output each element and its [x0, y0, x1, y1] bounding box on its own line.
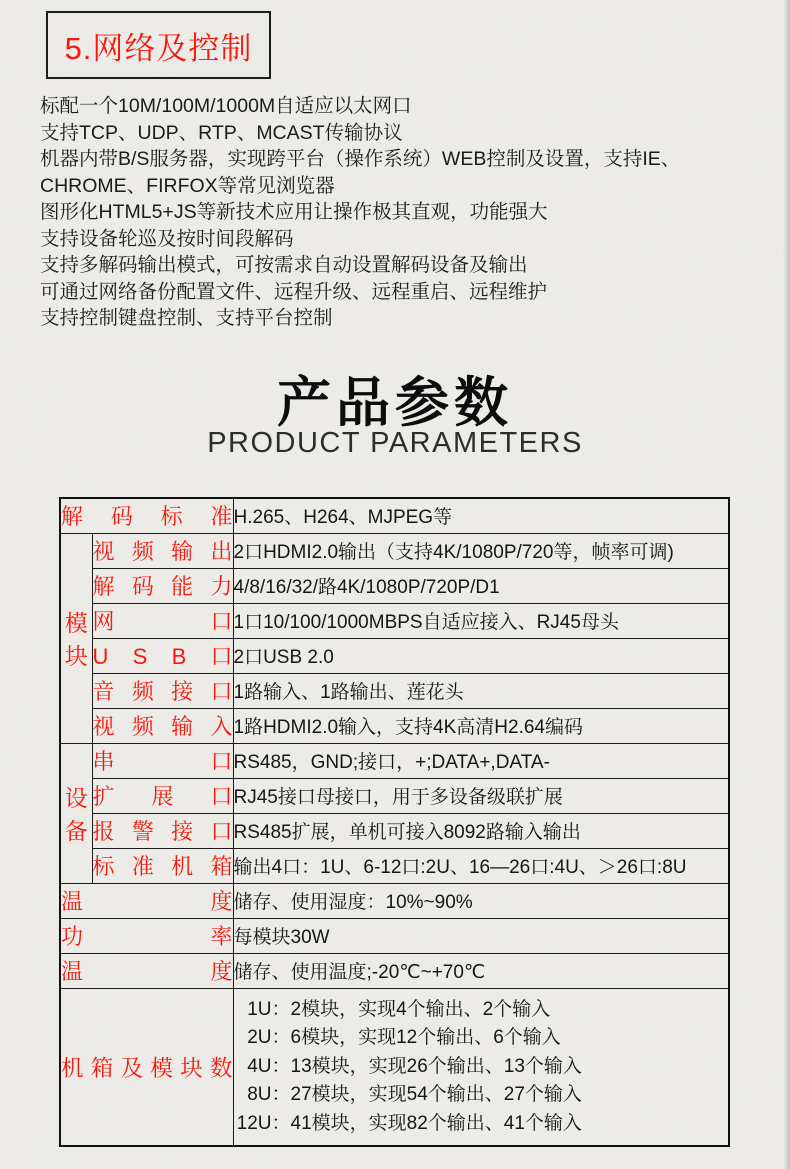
spec-label: 视频输出: [92, 533, 233, 568]
spec-label: 解码能力: [92, 568, 233, 603]
spec-value: 2口HDMI2.0输出（支持4K/1080P/720等，帧率可调): [233, 533, 729, 568]
spec-value: 1路HDMI2.0输入，支持4K高清H2.64编码: [233, 708, 729, 743]
feature-item: 可通过网络备份配置文件、远程升级、远程重启、远程维护: [40, 280, 548, 303]
chassis-sep: ：: [271, 1027, 291, 1048]
chassis-line: [234, 1081, 728, 1110]
feature-item: 支持多解码输出模式，可按需求自动设置解码设备及输出: [40, 254, 528, 276]
spec-value: 2口USB 2.0: [233, 638, 729, 673]
feature-list: [40, 93, 754, 332]
spec-label: 扩展口: [92, 778, 233, 813]
chassis-desc: 2模块，实现4个输出、2个输入: [290, 998, 551, 1020]
spec-value-chassis: [233, 988, 729, 1146]
chassis-u-size: 1U: [247, 998, 272, 1020]
spec-label: 温度: [60, 883, 233, 918]
spec-value: RJ45接口母接口，用于多设备级联扩展: [233, 778, 729, 813]
group-char: 模: [64, 610, 88, 636]
spec-value: 每模块30W: [233, 918, 729, 953]
spec-label: 标准机箱: [92, 848, 233, 883]
chassis-u-size: 12U: [236, 1112, 272, 1134]
spec-value: 储存、使用温度;-20℃~+70℃: [233, 953, 729, 988]
group-label-device: [61, 780, 92, 846]
spec-label: 温度: [60, 953, 233, 988]
chassis-sep: ：: [271, 1084, 291, 1105]
chassis-sep: ：: [271, 998, 291, 1020]
spec-label: 报警接口: [92, 813, 233, 848]
chassis-desc: 41模块，实现82个输出、41个输入: [290, 1112, 582, 1134]
group-label-module: [61, 605, 92, 671]
spec-label: 串口: [92, 743, 233, 778]
chassis-line: [234, 996, 728, 1025]
table-row-usb-port: [60, 638, 729, 673]
spec-table: [59, 497, 730, 1147]
spec-label: 功率: [60, 918, 233, 953]
spec-value: 储存、使用湿度：10%~90%: [233, 883, 729, 918]
spec-value: RS485扩展，单机可接入8092路输入输出: [233, 813, 729, 848]
spec-value: H.265、H264、MJPEG等: [233, 498, 729, 533]
spec-value: RS485，GND;接口，+;DATA+,DATA-: [233, 743, 729, 778]
table-row-audio-port: [60, 673, 729, 708]
table-row-video-input: [60, 708, 729, 743]
feature-item: 支持控制键盘控制、支持平台控制: [40, 307, 333, 329]
spec-value: 输出4口：1U、6-12口:2U、16—26口:4U、＞26口:8U: [233, 848, 729, 883]
feature-item: 支持TCP、UDP、RTP、MCAST传输协议: [40, 121, 403, 144]
chassis-line: [234, 1110, 728, 1139]
chassis-u-size: 8U: [247, 1084, 272, 1105]
feature-item: 图形化HTML5+JS等新技术应用让操作极其直观，功能强大: [40, 201, 548, 223]
chassis-sep: ：: [271, 1055, 291, 1077]
chassis-u-size: 4U: [247, 1055, 272, 1077]
table-row-humidity: [60, 883, 729, 918]
table-row-video-output: [60, 533, 729, 568]
chassis-desc: 13模块，实现26个输出、13个输入: [290, 1055, 582, 1077]
spec-label: 网口: [92, 603, 233, 638]
chassis-u-size: 2U: [247, 1027, 272, 1048]
spec-label: 视频输入: [92, 708, 233, 743]
chassis-sep: ：: [271, 1112, 291, 1134]
page-title-en: PRODUCT PARAMETERS: [207, 427, 583, 459]
spec-value: 1口10/100/1000MBPS自适应接入、RJ45母头: [233, 603, 729, 638]
table-row-decode-capability: [60, 568, 729, 603]
scan-edge-shadow: [783, 0, 790, 1169]
spec-label: 音频接口: [92, 673, 233, 708]
chassis-line: [234, 1053, 728, 1082]
page-title-cn: 产品参数: [277, 373, 513, 433]
spec-label: 解码标准: [60, 498, 233, 533]
table-row-temperature: [60, 953, 729, 988]
feature-item: 标配一个10M/100M/1000M自适应以太网口: [40, 95, 412, 117]
spec-value: 4/8/16/32/路4K/1080P/720P/D1: [233, 568, 729, 603]
group-char: 设: [64, 785, 88, 811]
feature-item: 机器内带B/S服务器，实现跨平台（操作系统）WEB控制及设置，支持IE、CHROME、FIRFOX等常见浏览器: [40, 148, 681, 197]
chassis-line: [234, 1024, 728, 1053]
table-row-alarm-port: [60, 813, 729, 848]
group-cell-module: [60, 533, 92, 743]
table-row-network-port: [60, 603, 729, 638]
table-row-serial-port: [60, 743, 729, 778]
section-title: 5.网络及控制: [64, 30, 253, 66]
spec-value: 1路输入、1路输出、莲花头: [233, 673, 729, 708]
table-row-expansion-port: [60, 778, 729, 813]
feature-item: 支持设备轮巡及按时间段解码: [40, 227, 294, 250]
chassis-desc: 27模块，实现54个输出、27个输入: [290, 1084, 582, 1105]
chassis-desc: 6模块，实现12个输出、6个输入: [290, 1027, 561, 1048]
spec-label: 机箱及模块数: [60, 988, 233, 1146]
table-row-decode-standard: [60, 498, 729, 533]
table-row-standard-chassis: [60, 848, 729, 883]
group-cell-device: [60, 743, 92, 883]
group-char: 块: [64, 643, 88, 669]
section-header-box: [46, 11, 271, 79]
group-char: 备: [64, 818, 88, 844]
table-row-chassis-modules: [60, 988, 729, 1146]
table-row-power: [60, 918, 729, 953]
spec-label: U S B 口: [92, 638, 233, 673]
